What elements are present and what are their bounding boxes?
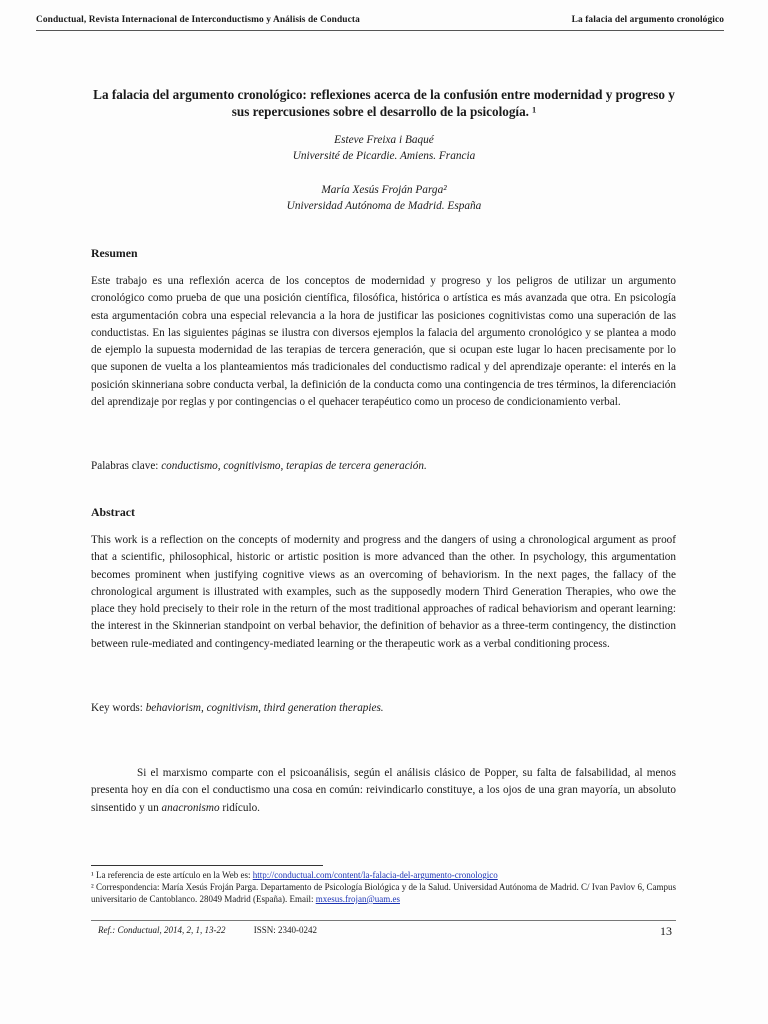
body-text-end: ridículo. <box>219 801 260 814</box>
abstract-text: This work is a reflection on the concepts of modernity and progress and the dangers of using a chronological argument as proof that a scientific, philosophical, historic or artistic position is more advanced than the other. In psychology, this argumentation becomes prominent when justifying cognitive views as an overcoming of behaviorism. In the next pages, the fallacy of the chronological argument is illustrated with examples, such as the supposedly modern Third Generation Therapies, who owe the place they hold precisely to their role in the return of the most traditional approaches of radical behaviorism and operant learning: the interest in the Skinnerian standpoint on verbal behavior, the definition of behavior as a three-term contingency, the distinction between rule-mediated and contingency-mediated learning or the therapeutic work as a verbal conditioning process. <box>91 534 676 650</box>
citation-ref: Ref.: Conductual, 2014, 2, 1, 13-22 <box>98 925 226 935</box>
running-title: La falacia del argumento cronológico <box>571 15 724 25</box>
footnote-rule <box>91 865 323 866</box>
keywords-value: behaviorism, cognitivism, third generation therapies. <box>145 702 384 714</box>
author-name: María Xesús Froján Parga² <box>321 184 447 196</box>
keywords-label: Key words: <box>91 702 143 714</box>
article-url-link[interactable]: http://conductual.com/content/la-falacia-del-argumento-cronologico <box>252 870 498 880</box>
author-name: Esteve Freixa i Baqué <box>334 134 434 146</box>
body-text: Si el marxismo comparte con el psicoanálisis, según el análisis clásico de Popper, su falta de falsabilidad, al menos presenta hoy en día con el conductismo una cosa en común: reivindicarlo constituye, a los ojos de una gran mayoría, un absoluto sinsentido y un <box>91 767 676 814</box>
footer-citation <box>98 925 317 935</box>
author-affiliation: Université de Picardie. Amiens. Francia <box>292 150 476 162</box>
resumen-heading: Resumen <box>91 246 138 260</box>
body-paragraph <box>91 765 676 817</box>
author-block-2 <box>90 182 678 214</box>
article-title: La falacia del argumento cronológico: reflexiones acerca de la confusión entre modernidad y progreso y sus repercusiones sobre el desarrollo de la psicología. ¹ <box>93 87 675 119</box>
footnote-1 <box>91 870 676 882</box>
issn: ISSN: 2340-0242 <box>253 925 318 935</box>
resumen-text: Este trabajo es una reflexión acerca de los conceptos de modernidad y progreso y los peligros de utilizar un argumento cronológico como prueba de que una posición científica, filosófica, histórica o artística es más avanzada que otra. En psicología esta argumentación cobra una especial relevancia a la hora de justificar las posiciones cognitivistas como una superación de las conductistas. En las siguientes páginas se ilustra con diversos ejemplos la falacia del argumento cronológico y se plantea a modo de ejemplo la supuesta modernidad de las terapias de tercera generación, que si ocupan este lugar lo hacen precisamente por lo que suponen de vuelta a los planteamientos más tradicionales del conductismo radical y del aprendizaje operante: el interés en la posición skinneriana sobre conducta verbal, la definición de la conducta como una contingencia de tres términos, la diferenciación del aprendizaje por reglas y por contingencias o el quehacer terapéutico como un proceso de condicionamiento verbal. <box>91 275 676 409</box>
resumen-keywords <box>91 458 676 475</box>
footnote-text: ² Correspondencia: María Xesús Froján Parga. Departamento de Psicología Biológica y de la Salud. Universidad Autónoma de Madrid. C/ Ivan Pavlov 6, Campus universitario de Cantoblanco. 28049 Madrid (España). Email: <box>91 882 676 904</box>
body-emphasis: anacronismo <box>161 801 220 814</box>
running-header <box>36 15 724 29</box>
keywords-label: Palabras clave: <box>91 460 159 472</box>
email-link[interactable]: mxesus.frojan@uam.es <box>315 893 400 904</box>
header-rule <box>36 30 724 31</box>
abstract-heading: Abstract <box>91 505 135 519</box>
author-affiliation: Universidad Autónoma de Madrid. España <box>286 200 482 212</box>
page-number: 13 <box>660 924 672 938</box>
footnote-text: ¹ La referencia de este artículo en la Web es: <box>91 870 253 880</box>
footnote-2 <box>91 882 676 906</box>
author-block-1 <box>90 132 678 164</box>
footer-rule <box>91 920 676 921</box>
journal-name: Conductual, Revista Internacional de Interconductismo y Análisis de Conducta <box>36 15 360 25</box>
abstract-keywords <box>91 700 676 717</box>
keywords-value: conductismo, cognitivismo, terapias de tercera generación. <box>161 460 427 472</box>
